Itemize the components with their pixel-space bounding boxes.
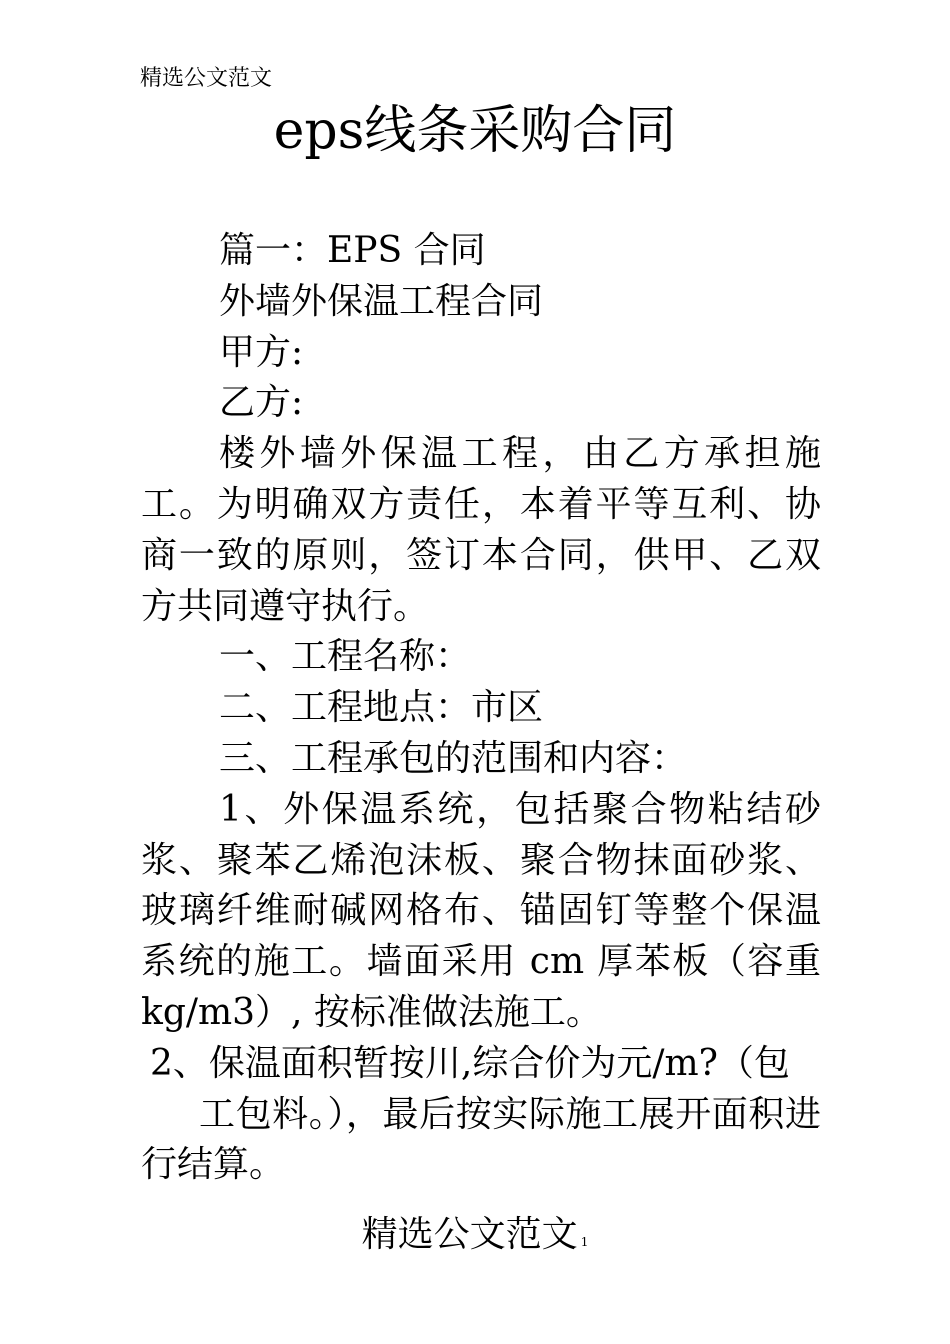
page-footer (0, 1210, 950, 1267)
footer-text: 精选公文范文 (361, 1214, 578, 1255)
party-a-line: 甲方: (219, 331, 304, 373)
intro-paragraph: 楼外墙外保温工程，由乙方承担施工。为明确双方责任，本着平等互利、协商一致的原则，签订本合同，供甲、乙双方共同遵守执行。 (141, 433, 821, 627)
scope-item-2-continued: 工包料。），最后按实际施工展开面积进行结算。 (141, 1093, 821, 1186)
party-b-line: 乙方: (219, 382, 304, 424)
clause-project-location: 二、工程地点：市区 (219, 687, 544, 729)
contract-name: 外墙外保温工程合同 (219, 280, 544, 322)
scope-item-2: 2、保温面积暂按川,综合价为元/m?（包 (150, 1042, 790, 1084)
page-number: 1 (580, 1235, 589, 1249)
clause-project-name: 一、工程名称： (219, 636, 472, 678)
scope-item-1: 1、外保温系统，包括聚合物粘结砂浆、聚苯乙烯泡沫板、聚合物抹面砂浆、玻璃纤维耐碱网格布、锚固钉等整个保温系统的施工。墙面采用 cm 厚苯板（容重 kg/m3）, 按标准做法施工。 (141, 788, 821, 1033)
document-title: eps线条采购合同 (273, 101, 677, 161)
clause-scope-heading: 三、工程承包的范围和内容： (219, 737, 688, 779)
document-body (141, 226, 821, 1191)
page-header: 精选公文范文 (140, 66, 273, 91)
section-heading: 篇一：EPS 合同 (219, 230, 486, 271)
